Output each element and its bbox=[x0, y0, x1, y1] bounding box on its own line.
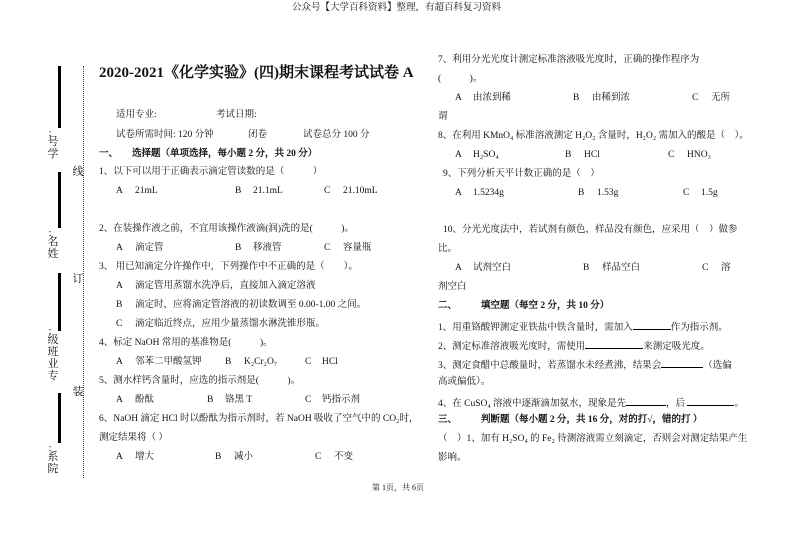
page-title: 2020-2021《化学实验》(四)期末课程考试试卷 A bbox=[99, 65, 414, 81]
option-letter: C bbox=[305, 357, 312, 367]
option-c: 无所 bbox=[711, 93, 731, 103]
option-b: 样品空白 bbox=[602, 263, 641, 273]
option-b: 铬黑 T bbox=[225, 395, 253, 405]
option-letter: B bbox=[116, 300, 123, 310]
option-letter: C bbox=[324, 186, 331, 196]
option-letter: A bbox=[455, 93, 462, 103]
option-letter: C bbox=[116, 319, 123, 329]
option-a: 邻苯二甲酸氢钾 bbox=[135, 357, 202, 367]
option-a: 由浓到稀 bbox=[473, 93, 512, 103]
fill-text: （选偏 bbox=[703, 361, 732, 371]
option-letter: B bbox=[573, 93, 580, 103]
name-label: 名姓 bbox=[47, 236, 59, 260]
question-7-cont: ( )。 bbox=[438, 74, 483, 84]
option-c: 滴定临近终点，应用少量蒸馏水淋洗锥形瓶。 bbox=[135, 319, 326, 329]
option-letter: C bbox=[324, 243, 331, 253]
option-letter: B bbox=[215, 452, 222, 462]
fill-question-3-cont: 高或偏低）。 bbox=[438, 377, 491, 387]
major-label: 适用专业: bbox=[116, 110, 157, 120]
fill-text: 2、测定标准溶液吸光度时，需使用 bbox=[438, 342, 586, 352]
option-b: 移液管 bbox=[253, 243, 282, 253]
question-6: 6、NaOH 滴定 HCl 时以酚酞为指示剂时，若 NaOH 吸收了空气中的 CO₂时， bbox=[99, 414, 419, 424]
option-c: 溶 bbox=[721, 263, 731, 273]
margin-bar bbox=[58, 393, 61, 443]
option-a: 滴定管 bbox=[135, 243, 164, 253]
option-c: 钙指示剂 bbox=[322, 395, 361, 405]
section-title: 判断题（每小题 2 分，共 16 分，对的打√，错的打 ） bbox=[481, 415, 703, 425]
page-footer: 第 1页，共 6页 bbox=[372, 483, 424, 492]
option-letter: B bbox=[578, 188, 585, 198]
question-4: 4、标定 NaOH 常用的基准物是( )。 bbox=[99, 338, 273, 348]
margin-colon: : bbox=[48, 127, 52, 139]
section-title: 选择题（单项选择，每小题 2 分，共 20 分） bbox=[132, 149, 318, 159]
answer-blank[interactable] bbox=[633, 319, 671, 330]
option-c: 容量瓶 bbox=[343, 243, 372, 253]
option-letter: A bbox=[116, 357, 123, 367]
question-3: 3、 用已知滴定分许操作中，下列操作中不正确的是（ ）。 bbox=[99, 262, 358, 272]
closed-book-label: 闭卷 bbox=[248, 130, 268, 140]
option-a: H₂SO₄ bbox=[473, 150, 499, 160]
cut-mark-line: 线 bbox=[72, 166, 84, 178]
question-1: 1、以下可以用于正确表示滴定管读数的是（ ） bbox=[99, 167, 323, 177]
date-label: 考试日期: bbox=[216, 110, 257, 120]
judge-question-1-cont: 影响。 bbox=[438, 453, 467, 463]
option-letter: A bbox=[455, 150, 462, 160]
question-9: 9、下列分析天平计数正确的是（ ） bbox=[443, 169, 600, 179]
answer-blank[interactable] bbox=[585, 338, 643, 349]
margin-colon: : bbox=[48, 442, 52, 454]
section-number: 一、 bbox=[99, 149, 119, 159]
option-b: 减小 bbox=[234, 452, 254, 462]
option-c: HNO₃ bbox=[687, 150, 711, 160]
option-a: 酚酞 bbox=[135, 395, 155, 405]
margin-bar bbox=[58, 66, 61, 128]
option-letter: A bbox=[116, 395, 123, 405]
option-c-cont: 谓 bbox=[438, 112, 448, 122]
fill-text: ，后 bbox=[666, 399, 686, 409]
option-letter: A bbox=[455, 263, 462, 273]
option-letter: B bbox=[225, 357, 232, 367]
question-5: 5、测水样钙含量时，应选的指示剂是( )。 bbox=[99, 376, 301, 386]
option-c: 21.10mL bbox=[343, 186, 378, 196]
option-letter: C bbox=[683, 188, 690, 198]
option-c-cont: 剂空白 bbox=[438, 282, 467, 292]
section-number: 三、 bbox=[438, 415, 458, 425]
header-note: 公众号【大学百科资料】整理，有超百科复习资料 bbox=[292, 3, 502, 13]
option-b: 21.1mL bbox=[253, 186, 283, 196]
cut-mark-bind: 订 bbox=[72, 273, 84, 285]
option-letter: B bbox=[207, 395, 214, 405]
option-letter: A bbox=[116, 243, 123, 253]
question-6-cont: 测定结果将（ ） bbox=[99, 433, 168, 443]
question-10: 10、分光光度法中，若试剂有颜色，样品没有颜色，应采用（ ）做参 bbox=[443, 225, 738, 235]
margin-bar bbox=[58, 273, 61, 331]
fill-question-1 bbox=[438, 319, 728, 334]
option-a: 21mL bbox=[135, 186, 158, 196]
time-label: 试卷所需时间: 120 分钟 bbox=[116, 130, 214, 140]
fill-question-3 bbox=[438, 357, 732, 372]
option-b: HCl bbox=[584, 150, 600, 160]
option-c: 1.5g bbox=[701, 188, 718, 198]
answer-blank[interactable] bbox=[626, 395, 666, 406]
option-a: 1.5234g bbox=[473, 188, 504, 198]
question-10-cont: 比。 bbox=[438, 244, 458, 254]
option-letter: A bbox=[116, 452, 123, 462]
option-c: 不变 bbox=[334, 452, 354, 462]
option-a: 试剂空白 bbox=[473, 263, 512, 273]
cut-mark-staple: 装 bbox=[72, 386, 84, 398]
option-a: 增大 bbox=[135, 452, 155, 462]
option-letter: B bbox=[583, 263, 590, 273]
student-id-label: 号学 bbox=[47, 136, 59, 160]
option-letter: B bbox=[565, 150, 572, 160]
option-b: K₂Cr₂O₇ bbox=[244, 357, 278, 367]
answer-blank[interactable] bbox=[687, 395, 734, 406]
option-letter: C bbox=[305, 395, 312, 405]
option-letter: B bbox=[235, 186, 242, 196]
total-score-label: 试卷总分 100 分 bbox=[303, 130, 370, 140]
question-7: 7、利用分光光度计测定标准溶液吸光度时，正确的操作程序为 bbox=[438, 55, 700, 65]
fill-text: 来测定吸光度。 bbox=[643, 342, 710, 352]
option-letter: A bbox=[116, 186, 123, 196]
fill-question-2 bbox=[438, 338, 710, 353]
fill-text: 1、用重铬酸钾测定亚铁盐中铁含量时，需加入 bbox=[438, 323, 633, 333]
fill-text: 3、测定食醋中总酸量时，若蒸馏水未经煮沸，结果会 bbox=[438, 361, 662, 371]
option-letter: A bbox=[116, 281, 123, 291]
section-title: 填空题（每空 2 分，共 10 分） bbox=[481, 301, 610, 311]
section-number: 二、 bbox=[438, 301, 458, 311]
option-letter: C bbox=[702, 263, 709, 273]
option-c: HCl bbox=[322, 357, 338, 367]
department-label: 系院 bbox=[47, 451, 59, 475]
question-8: 8、在利用 KMnO₄ 标准溶液测定 H₂O₂ 含量时，H₂O₂ 需加入的酸是（ ）。 bbox=[438, 131, 749, 141]
option-letter: B bbox=[235, 243, 242, 253]
judge-question-1: （ ）1、加有 H₂SO₄ 的 Fe₂ 待测溶液需立刻滴定，否则会对测定结果产生 bbox=[438, 434, 748, 444]
margin-colon: : bbox=[48, 227, 52, 239]
option-b: 滴定时，应将滴定管溶液的初读数调至 0.00-1.00 之间。 bbox=[135, 300, 367, 310]
question-2: 2、在装操作液之前，不宜用该操作液滴(润)洗的是( )。 bbox=[99, 224, 354, 234]
option-letter: C bbox=[668, 150, 675, 160]
margin-bar bbox=[58, 172, 61, 228]
class-major-label: 级班业专 bbox=[47, 334, 59, 382]
fill-text: 4、在 CuSO₄ 溶液中逐渐滴加氨水，现象是先 bbox=[438, 399, 627, 409]
fill-question-4 bbox=[438, 395, 744, 410]
fill-text: 。 bbox=[734, 399, 744, 409]
option-b: 1.53g bbox=[597, 188, 619, 198]
option-b: 由稀到浓 bbox=[592, 93, 631, 103]
cut-line bbox=[83, 66, 84, 478]
option-letter: A bbox=[455, 188, 462, 198]
option-a: 滴定管用蒸馏水洗净后，直接加入滴定溶液 bbox=[135, 281, 316, 291]
margin-colon: : bbox=[48, 325, 52, 337]
answer-blank[interactable] bbox=[661, 357, 703, 368]
option-letter: C bbox=[315, 452, 322, 462]
option-letter: C bbox=[692, 93, 699, 103]
fill-text: 作为指示剂。 bbox=[670, 323, 728, 333]
